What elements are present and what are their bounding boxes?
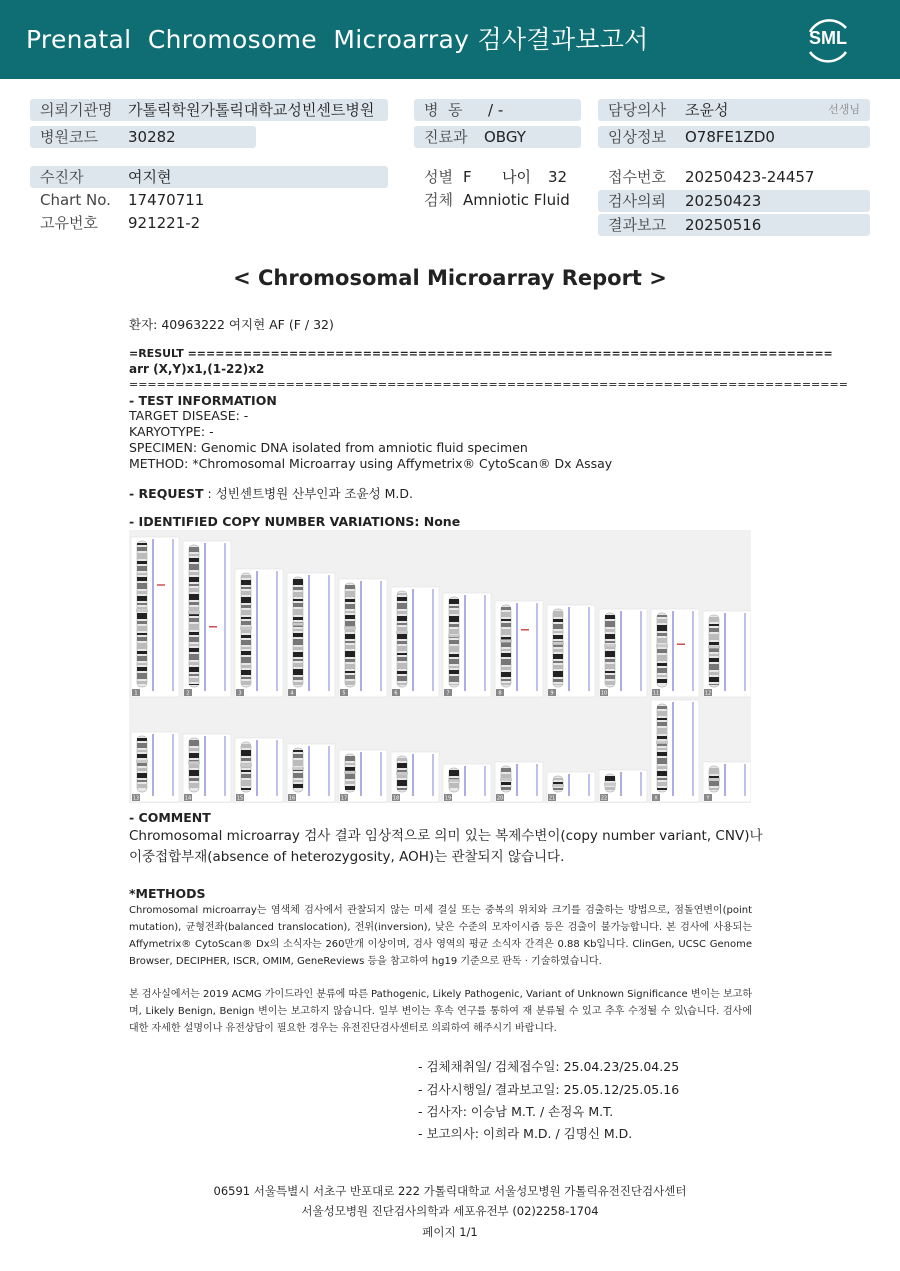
chromosome-label: 1	[134, 690, 138, 697]
chromosome-5	[339, 579, 387, 697]
specimen-label: 검체	[424, 191, 453, 209]
chromosome-label: 16	[288, 795, 296, 802]
chromosome-4	[287, 573, 335, 697]
clinical-field	[598, 126, 870, 148]
id-label: 고유번호	[40, 214, 98, 232]
report-date-value: 20250516	[685, 216, 762, 234]
karyotype: KARYOTYPE: -	[129, 424, 214, 439]
methods-paragraph-2: 본 검사실에서는 2019 ACMG 가이드라인 분류에 따른 Pathogenic, Likely Pathogenic, Variant of Unknown Significance 변이는 보고하며, Likely Benign, Benign 변이는 보고하지 않습니다. 일부 변이는 후속 연구를 통하여 재 분류될 수 있고 추후 수정될 수 있\습니다. 검사에 대한 자세한 설명이나 유전상담이 필요한 경우는 유전진단검사센터로 의뢰하여 해주시기 바랍니다.	[129, 989, 752, 1034]
reception-value: 20250423-24457	[685, 168, 815, 186]
test-info-heading: - TEST INFORMATION	[129, 393, 277, 408]
chromosome-22	[599, 770, 647, 802]
patient-line: 환자: 40963222 여지현 AF (F / 32)	[129, 317, 334, 332]
methods-heading: *METHODS	[129, 886, 206, 901]
chromosome-10	[599, 609, 647, 697]
result-value: arr (X,Y)x1,(1-22)x2	[129, 362, 265, 376]
sex-value: F	[463, 168, 472, 186]
chromosome-label: 7	[446, 690, 450, 697]
report-header-title: Prenatal Chromosome Microarray 검사결과보고서	[26, 25, 649, 54]
sex-label: 성별	[424, 168, 453, 186]
chart-field	[30, 189, 388, 211]
chromosome-8	[495, 601, 543, 697]
logo-text: SML	[809, 28, 847, 48]
chart-label: Chart No.	[40, 191, 111, 209]
chromosome-label: 12	[704, 690, 712, 697]
chromosome-11	[651, 609, 699, 697]
patient-value: 여지현	[128, 168, 172, 186]
chromosome-label: 21	[548, 795, 556, 802]
request-line	[129, 484, 413, 502]
chromosome-7	[443, 593, 491, 697]
specimen-line: SPECIMEN: Genomic DNA isolated from amniotic fluid specimen	[129, 440, 528, 455]
sig-collection-date: - 검체채취일/ 검체접수일: 25.04.23/25.04.25	[418, 1059, 680, 1074]
patient-label: 수진자	[40, 168, 84, 186]
specimen-field	[414, 189, 581, 211]
chromosome-label: 5	[342, 690, 346, 697]
chromosome-label: 13	[132, 795, 140, 802]
hospital-code-value: 30282	[128, 128, 176, 146]
chromosome-label: 9	[550, 690, 554, 697]
doctor-suffix: 선생님	[828, 103, 860, 116]
chromosome-3	[235, 569, 283, 697]
chromosome-13	[131, 732, 179, 802]
chromosome-label: 4	[290, 690, 294, 697]
chromosome-label: 10	[600, 690, 608, 697]
chromosome-label: 8	[498, 690, 502, 697]
chromosome-14	[183, 734, 231, 802]
institution-label: 의뢰기관명	[40, 101, 113, 119]
specimen-value: Amniotic Fluid	[463, 191, 570, 209]
target-disease: TARGET DISEASE: -	[129, 408, 249, 423]
ward-label: 병 동	[424, 101, 463, 119]
reception-label: 접수번호	[608, 168, 666, 186]
doctor-field	[598, 99, 870, 121]
request-date-field	[598, 190, 870, 212]
id-field	[30, 212, 388, 234]
chromosome-1	[131, 537, 179, 697]
chromosome-9	[547, 605, 595, 697]
hospital-code-field	[30, 126, 256, 148]
id-value: 921221-2	[128, 214, 201, 232]
comment-line-1: Chromosomal microarray 검사 결과 임상적으로 의미 있는 복제수변이(copy number variant, CNV)나	[129, 828, 763, 844]
chromosome-2	[183, 541, 231, 697]
chromosome-label: Y	[706, 795, 710, 802]
karyogram-image	[129, 530, 751, 803]
sml-logo	[802, 14, 854, 66]
request-value: : 성빈센트병원 산부인과 조윤성 M.D.	[203, 486, 413, 501]
chromosome-Y	[703, 762, 751, 802]
chromosome-15	[235, 738, 283, 802]
chromosome-20	[495, 762, 543, 802]
footer-department: 서울성모병원 진단검사의학과 세포유전부 (02)2258-1704	[301, 1204, 599, 1218]
result-separator: ==============================================================================	[129, 378, 848, 391]
hospital-code-label: 병원코드	[40, 128, 98, 146]
footer-address: 06591 서울특별시 서초구 반포대로 222 가톨릭대학교 서울성모병원 가톨릭유전진단검사센터	[213, 1184, 687, 1198]
ward-value: / -	[488, 101, 504, 119]
request-heading: - REQUEST	[129, 486, 204, 501]
chromosome-19	[443, 764, 491, 802]
chromosome-6	[391, 587, 439, 697]
chart-value: 17470711	[128, 191, 205, 209]
dept-field	[414, 126, 581, 148]
report-title: < Chromosomal Microarray Report >	[233, 266, 667, 290]
age-label: 나이	[502, 168, 531, 186]
reception-field	[598, 166, 870, 188]
institution-field	[30, 99, 388, 121]
clinical-value: O78FE1ZD0	[685, 128, 775, 146]
chromosome-label: 15	[236, 795, 244, 802]
doctor-label: 담당의사	[608, 101, 666, 119]
chromosome-17	[339, 750, 387, 802]
patient-field	[30, 166, 388, 188]
age-value: 32	[548, 168, 568, 186]
doctor-value: 조윤성	[685, 101, 729, 119]
footer-page: 페이지 1/1	[422, 1225, 478, 1239]
chromosome-label: 19	[444, 795, 452, 802]
chromosome-label: 11	[652, 690, 660, 697]
chromosome-label: X	[654, 795, 658, 802]
sig-reporters: - 보고의사: 이희라 M.D. / 김명신 M.D.	[418, 1126, 633, 1141]
institution-value: 가톨릭학원가톨릭대학교성빈센트병원	[128, 101, 375, 119]
chromosome-16	[287, 744, 335, 802]
sig-testers: - 검사자: 이승남 M.T. / 손정옥 M.T.	[418, 1104, 614, 1119]
cnv-heading: - IDENTIFIED COPY NUMBER VARIATIONS: None	[129, 514, 461, 529]
dept-label: 진료과	[424, 128, 468, 146]
chromosome-label: 22	[600, 795, 608, 802]
chromosome-12	[703, 611, 751, 697]
chromosome-label: 20	[496, 795, 504, 802]
chromosome-X	[651, 700, 699, 802]
result-header: =RESULT ======================================================================	[129, 347, 833, 360]
chromosome-label: 3	[238, 690, 242, 697]
chromosome-label: 2	[186, 690, 190, 697]
header-bar	[0, 0, 900, 79]
comment-heading: - COMMENT	[129, 810, 211, 825]
chromosome-label: 18	[392, 795, 400, 802]
method-line: METHOD: *Chromosomal Microarray using Affymetrix® CytoScan® Dx Assay	[129, 456, 613, 471]
request-date-label: 검사의뢰	[608, 192, 666, 210]
comment-text	[129, 826, 769, 868]
request-date-value: 20250423	[685, 192, 762, 210]
chromosome-21	[547, 772, 595, 802]
chromosome-label: 6	[394, 690, 398, 697]
comment-line-2: 이중접합부재(absence of heterozygosity, AOH)는 관찰되지 않습니다.	[129, 849, 565, 865]
sig-test-date: - 검사시행일/ 결과보고일: 25.05.12/25.05.16	[418, 1082, 680, 1097]
chromosome-label: 17	[340, 795, 348, 802]
methods-paragraph-1: Chromosomal microarray는 염색체 검사에서 관찰되지 않는 미세 결실 또는 중복의 위치와 크기를 검출하는 방법으로, 점돌연변이(point mutation), 균형전좌(balanced translocation), 전위(inversion), 낮은 수준의 모자이시즘 등은 검출이 불가능합니다. 본 검사에 사용되는 Affymetrix® CytoScan® Dx의 소식자는 260만개 이상이며, 검사 영역의 평균 소식자 간격은 0.88 Kb입니다. ClinGen, UCSC Genome Browser, DECIPHER, ISCR, OMIM, GeneReviews 등을 참고하여 hg19 기준으로 판독 · 기술하였습니다.	[129, 905, 752, 967]
sex-age-field	[414, 166, 581, 188]
chromosome-label: 14	[184, 795, 192, 802]
chromosome-18	[391, 752, 439, 802]
clinical-label: 임상정보	[608, 128, 666, 146]
report-date-label: 결과보고	[608, 216, 666, 234]
dept-value: OBGY	[484, 128, 526, 146]
ward-field	[414, 99, 581, 121]
report-date-field	[598, 214, 870, 236]
